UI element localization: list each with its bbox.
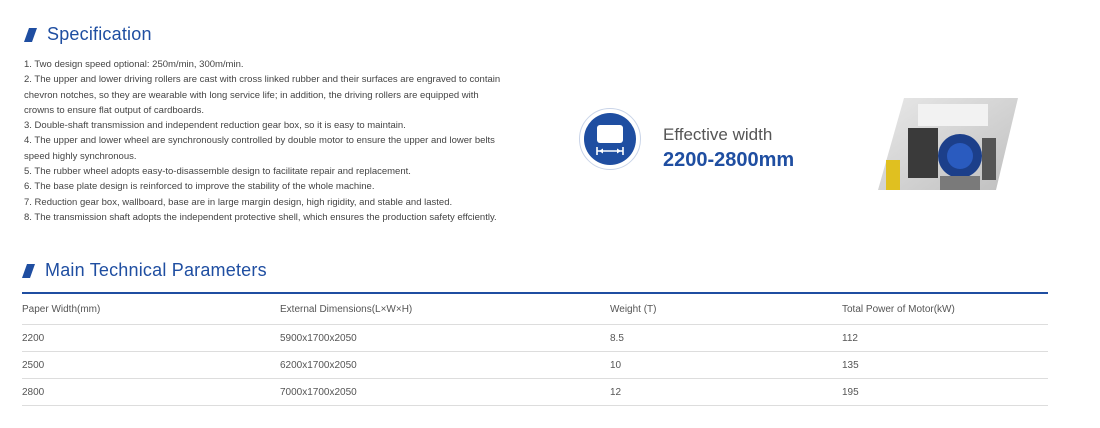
spec-item: 2. The upper and lower driving rollers are cast with cross linked rubber and their surfaces are engraved to contain chevron notches, so they are wearable with long service life; in addition, the driving rollers are equipped with crowns to ensure flat output of cardboards.	[24, 74, 501, 116]
cell-paper-width: 2800	[22, 379, 280, 406]
header-dimensions: External Dimensions(L×W×H)	[280, 293, 610, 325]
header-weight: Weight (T)	[610, 293, 842, 325]
header-paper-width: Paper Width(mm)	[22, 293, 280, 325]
spec-item: 7. Reduction gear box, wallboard, base are in large margin design, high rigidity, and stable and lasted.	[24, 196, 453, 208]
cell-dimensions: 6200x1700x2050	[280, 352, 610, 379]
feature-label: Effective width	[663, 125, 773, 144]
cell-weight: 10	[610, 352, 842, 379]
table-row	[22, 325, 1048, 352]
spec-item: 8. The transmission shaft adopts the independent protective shell, which ensures the production safety effciently.	[24, 211, 497, 223]
header-power: Total Power of Motor(kW)	[842, 293, 1048, 325]
spec-item: 4. The upper and lower wheel are synchronously controlled by double motor to ensure the upper and lower belts speed highly synchronous.	[24, 135, 495, 162]
cell-paper-width: 2500	[22, 352, 280, 379]
cell-power: 195	[842, 379, 1048, 406]
cell-power: 112	[842, 325, 1048, 352]
feature-value: 2200-2800mm	[663, 149, 795, 171]
table-header-row	[22, 293, 1048, 325]
cell-dimensions: 5900x1700x2050	[280, 325, 610, 352]
table-row	[22, 352, 1048, 379]
feature-badge	[579, 108, 641, 170]
spec-heading	[24, 24, 152, 45]
spec-item: 5. The rubber wheel adopts easy-to-disassemble design to facilitate repair and replacement.	[24, 166, 411, 178]
spec-item: 1. Two design speed optional: 250m/min, 300m/min.	[24, 59, 244, 70]
width-measure-icon	[584, 113, 636, 165]
table-row	[22, 379, 1048, 406]
cell-power: 135	[842, 352, 1048, 379]
cell-dimensions: 7000x1700x2050	[280, 379, 610, 406]
machine-photo	[878, 98, 1018, 190]
spec-list	[24, 57, 504, 225]
params-table	[22, 292, 1048, 406]
cell-weight: 8.5	[610, 325, 842, 352]
spec-item: 3. Double-shaft transmission and independent reduction gear box, so it is easy to maintain.	[24, 120, 406, 132]
effective-width-feature	[579, 108, 819, 170]
slash-mark-icon	[24, 28, 37, 42]
cell-weight: 12	[610, 379, 842, 406]
params-title: Main Technical Parameters	[45, 260, 267, 280]
cell-paper-width: 2200	[22, 325, 280, 352]
spec-item: 6. The base plate design is reinforced to improve the stability of the whole machine.	[24, 181, 375, 193]
slash-mark-icon	[22, 264, 35, 278]
spec-title: Specification	[47, 24, 152, 44]
params-heading	[22, 260, 267, 281]
